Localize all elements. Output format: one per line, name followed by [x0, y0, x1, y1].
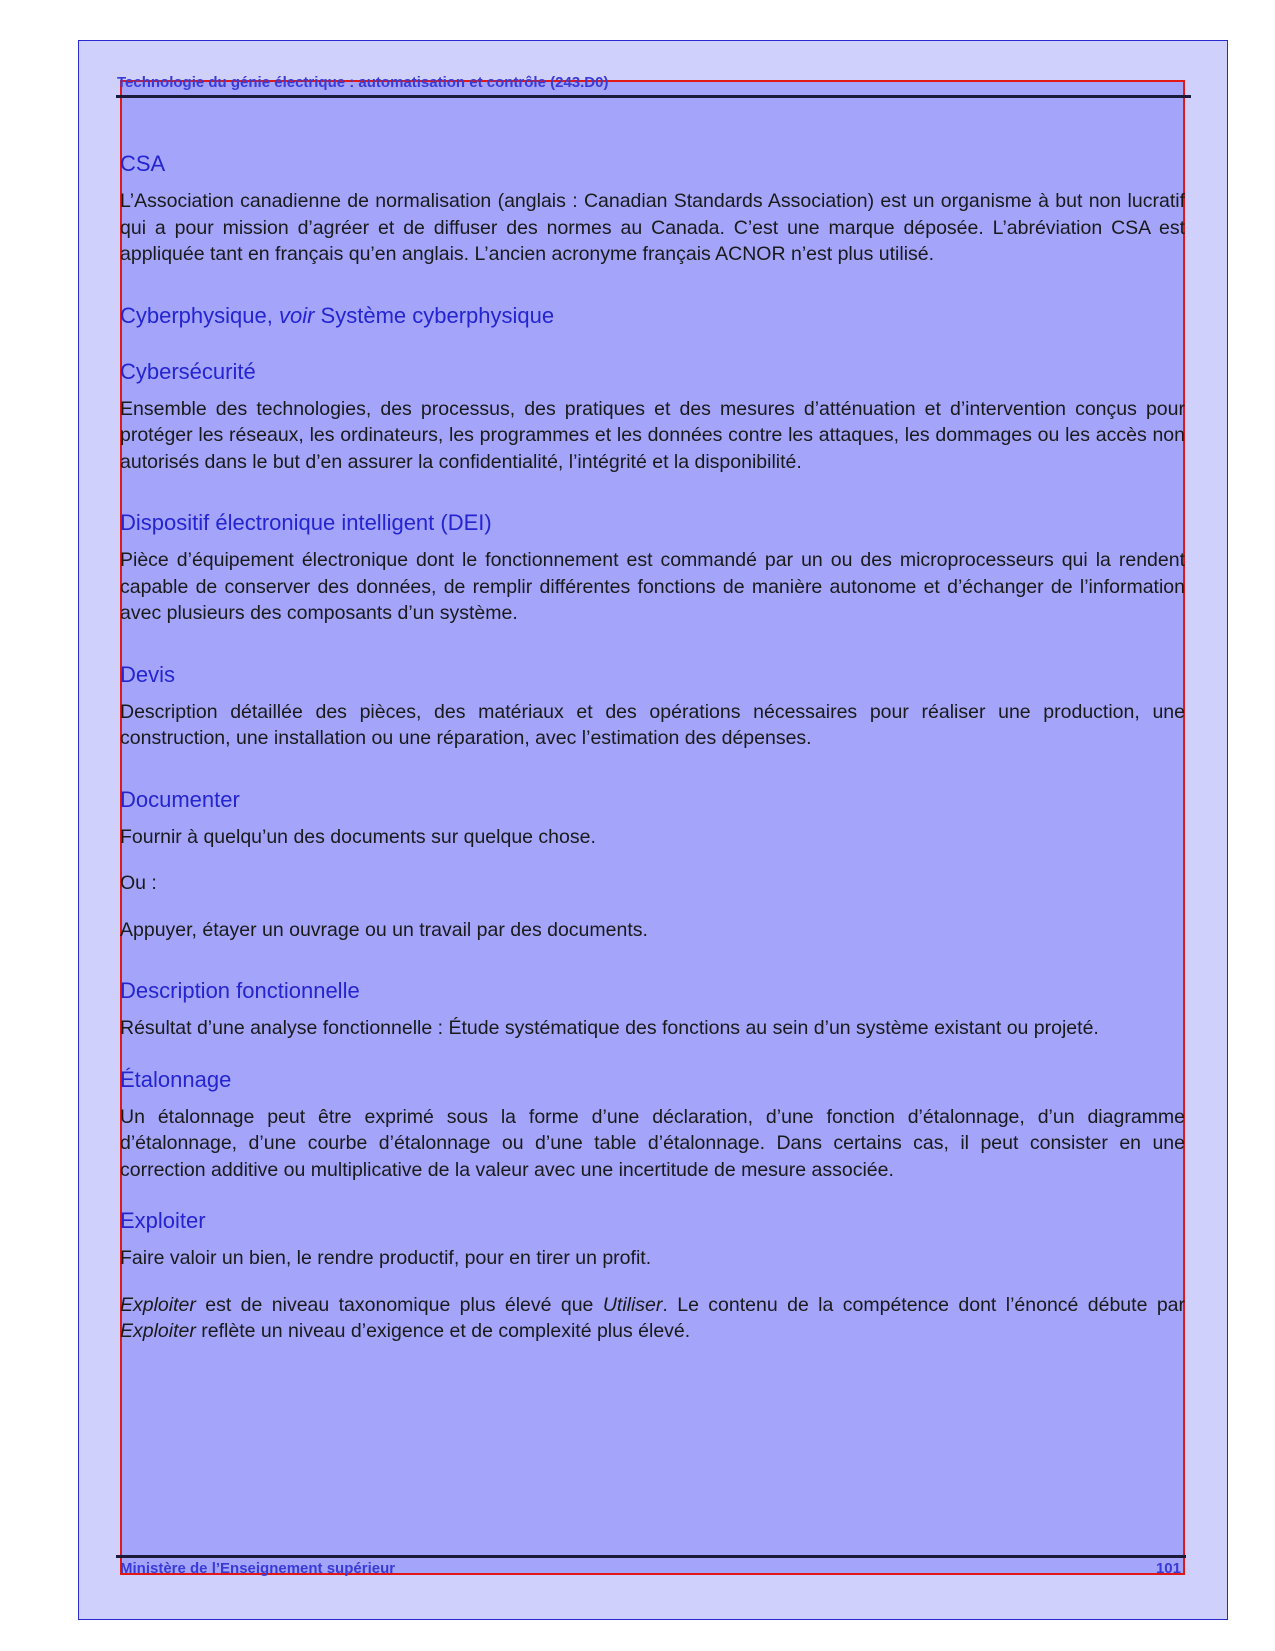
term-heading: Dispositif électronique intelligent (DEI): [120, 510, 492, 535]
term-definition: Un étalonnage peut être exprimé sous la forme d’une déclaration, d’une fonction d’étalonnage, d’un diagramme d’étalonnage, d’une courbe d’étalonnage ou d’une table d’étalonnage. Dans certains cas, il peut consister en une correction additive ou multiplicative de la valeur avec une incertitude de mesure associée.: [120, 1105, 1185, 1181]
term-heading: Cybersécurité: [120, 358, 256, 384]
term-heading: Documenter: [120, 786, 240, 812]
term-text: . Le contenu de la compétence dont l’énoncé débute par: [662, 1293, 1186, 1316]
term-italic: Utiliser: [602, 1293, 663, 1316]
term-definition: Résultat d’une analyse fonctionnelle : Étude systématique des fonctions au sein d’un système existant ou projeté.: [120, 1017, 1099, 1039]
entry-dei: [120, 509, 1185, 627]
term-text: Cyberphysique,: [120, 302, 279, 328]
running-header: Technologie du génie électrique : automatisation et contrôle (243.D0): [117, 74, 609, 91]
term-see-target: Système cyberphysique: [314, 302, 555, 328]
term-definition: Appuyer, étayer un ouvrage ou un travail par des documents.: [120, 918, 648, 941]
term-definition: Ensemble des technologies, des processus, des pratiques et des mesures d’atténuation et d’intervention conçus pour protéger les réseaux, les ordinateurs, les programmes et les données contre les attaques, les dommages ou les accès non autorisés dans le but d’en assurer la confidentialité, l’intégrité et la disponibilité.: [120, 397, 1185, 473]
header-rule: [116, 95, 1191, 98]
term-definition: Fournir à quelqu’un des documents sur quelque chose.: [120, 825, 596, 848]
term-heading: CSA: [120, 151, 166, 176]
entry-cyberphysique: [120, 302, 1185, 330]
term-definition: Faire valoir un bien, le rendre productif, pour en tirer un profit.: [120, 1247, 652, 1269]
term-text: reflète un niveau d’exigence et de complexité plus élevé.: [195, 1320, 691, 1342]
term-heading: Étalonnage: [120, 1066, 232, 1092]
term-definition: L’Association canadienne de normalisation (anglais : Canadian Standards Association) est un organisme à but non lucratif qui a pour mission d’agréer et de diffuser des normes au Canada. C’est une marque déposée. L’abréviation CSA est appliquée tant en français qu’en anglais. L’ancien acronyme français ACNOR n’est plus utilisé.: [120, 190, 1185, 265]
term-definition-or: Ou :: [120, 872, 157, 894]
footer-rule: [116, 1555, 1186, 1558]
term-heading: Exploiter: [120, 1208, 206, 1233]
term-italic: Exploiter: [120, 1320, 196, 1342]
entry-cybersecurite: [120, 358, 1185, 476]
term-heading: [120, 302, 1185, 330]
page-number: 101: [1155, 1560, 1181, 1577]
term-definition: Description détaillée des pièces, des matériaux et des opérations nécessaires pour réaliser une production, une construction, une installation ou une réparation, avec l’estimation des dépenses.: [120, 700, 1185, 749]
term-text: est de niveau taxonomique plus élevé que: [195, 1293, 603, 1316]
term-heading: Description fonctionnelle: [120, 978, 360, 1003]
term-heading: Devis: [120, 661, 176, 687]
entry-devis: [120, 661, 1185, 752]
term-definition: Pièce d’équipement électronique dont le fonctionnement est commandé par un ou des microprocesseurs qui la rendent capable de conserver des données, de remplir différentes fonctions de manière autonome et d’échanger de l’information avec plusieurs des composants d’un système.: [120, 549, 1185, 624]
term-definition: [120, 1292, 1185, 1345]
footer-ministry: Ministère de l’Enseignement supérieur: [120, 1560, 396, 1577]
glossary-content: [120, 150, 1185, 1379]
entry-exploiter: [120, 1207, 1185, 1345]
entry-documenter: [120, 786, 1185, 944]
entry-csa: [120, 150, 1185, 268]
term-see-label: voir: [278, 302, 315, 328]
term-italic: Exploiter: [120, 1293, 196, 1316]
entry-etalonnage: [120, 1066, 1185, 1184]
entry-description-fonctionnelle: [120, 977, 1185, 1042]
